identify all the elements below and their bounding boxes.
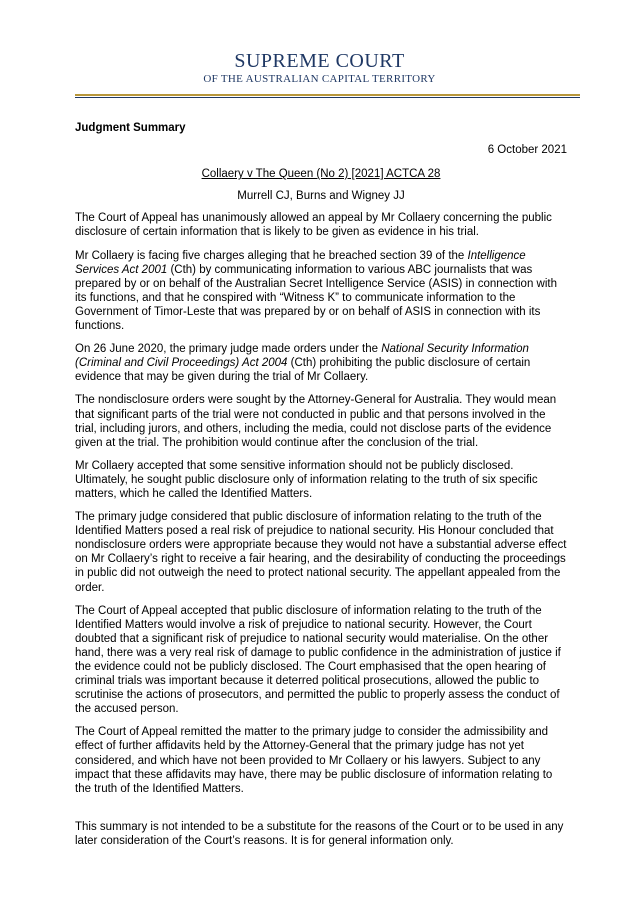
document-type-heading: Judgment Summary [75, 122, 186, 134]
paragraph-4: The nondisclosure orders were sought by the Attorney-General for Australia. They would mean that significant parts of the trial were not conducted in public and that persons involved in the trial, including jurors, and others, including the media, could not disclose parts of the evidence given at the trial. The prohibition would continue after the conclusion of the trial. [75, 394, 557, 449]
letterhead [0, 50, 639, 86]
case-title: Collaery v The Queen (No 2) [2021] ACTCA 28 [201, 168, 441, 181]
paragraph-3-text-b: (Cth) prohibiting the public disclosure of certain evidence that may be given during the trial of Mr Collaery. [75, 357, 531, 384]
paragraph-2-text-b: (Cth) by communicating information to various ABC journalists that was prepared by or on behalf of the Australian Secret Intelligence Service (ASIS) in connection with its functions, and that he conspired with “Witness K” to communicate information to the Government of Timor-Leste that was prepared by or on behalf of ASIS in connection with its functions. [75, 263, 557, 333]
paragraph-8: The Court of Appeal remitted the matter to the primary judge to consider the admissibility and effect of further affidavits held by the Attorney-General that the primary judge has not yet considered, and which have not been provided to Mr Collaery or his lawyers. Subject to any impact that these affidavits may have, there may be public disclosure of information relating to the truth of the Identified Matters. [75, 726, 553, 795]
paragraph-3-act-title: National Security Information (Criminal and Civil Proceedings) Act 2004 [75, 343, 529, 370]
paragraph-5: Mr Collaery accepted that some sensitive information should not be publicly disclosed. Ultimately, he sought public disclosure only of information relating to the truth of six specific matters, which he called the Identified Matters. [75, 459, 538, 500]
document-date: 6 October 2021 [487, 144, 567, 157]
paragraph-6: The primary judge considered that public disclosure of information relating to the truth of the Identified Matters posed a real risk of prejudice to national security. His Honour concluded that nondisclosure orders were appropriate because they would not have a substantial adverse effect on Mr Collaery’s right to receive a fair hearing, and the desirability of conducting the proceedings in public did not outweigh the need to protect national security. The appellant appealed from the order. [75, 511, 567, 594]
header-rule-navy [75, 97, 580, 98]
paragraph-2 [75, 249, 567, 334]
document-body [75, 121, 567, 857]
judges-line: Murrell CJ, Burns and Wigney JJ [237, 190, 405, 203]
paragraph-2-act-title: Intelligence Services Act 2001 [75, 249, 526, 276]
paragraph-3 [75, 342, 567, 384]
header-rule-gold [75, 94, 580, 96]
paragraph-1: The Court of Appeal has unanimously allowed an appeal by Mr Collaery concerning the public disclosure of certain information that is likely to be given as evidence in his trial. [75, 212, 552, 239]
paragraph-3-text-a: On 26 June 2020, the primary judge made orders under the [75, 343, 382, 356]
paragraph-7: The Court of Appeal accepted that public disclosure of information relating to the truth of the Identified Matters would involve a risk of prejudice to national security. However, the Court doubted that a significant risk of prejudice to national security would materialise. On the other hand, there was a very real risk of damage to public confidence in the administration of justice if the evidence could not be publicly disclosed. The Court emphasised that the open hearing of criminal trials was important because it deterred political prosecutions, allowed the public to scrutinise the actions of prosecutors, and permitted the public to properly assess the conduct of the accused person. [75, 604, 561, 716]
court-jurisdiction: OF THE AUSTRALIAN CAPITAL TERRITORY [203, 73, 436, 85]
paragraph-2-text-a: Mr Collaery is facing five charges alleging that he breached section 39 of the [75, 249, 468, 262]
court-name: SUPREME COURT [234, 50, 405, 72]
disclaimer-paragraph: This summary is not intended to be a substitute for the reasons of the Court or to be used in any later consideration of the Court’s reasons. It is for general information only. [75, 820, 564, 847]
